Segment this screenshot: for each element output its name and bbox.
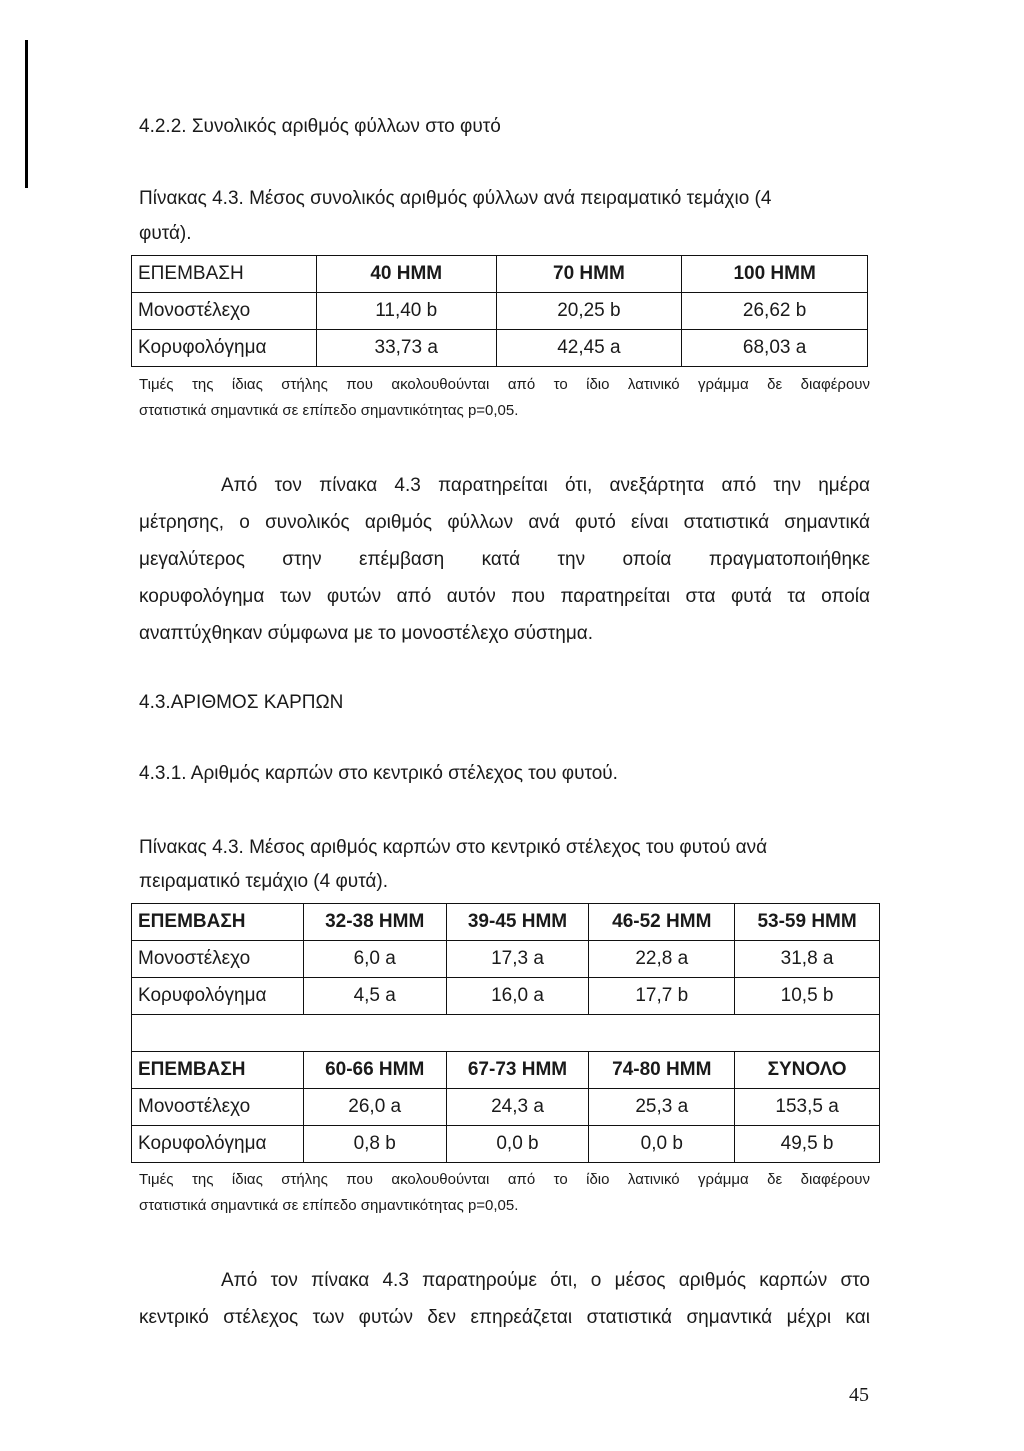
table1-caption [139, 187, 870, 211]
table-row [132, 293, 868, 330]
table-cell: 6,0 a [303, 941, 446, 978]
table-cell: 26,0 a [303, 1089, 446, 1126]
table-cell: 153,5 a [735, 1089, 880, 1126]
header-cell: 67-73 ΗΜΜ [446, 1052, 589, 1089]
spacer-cell [132, 1015, 880, 1052]
paragraph-line: αναπτύχθηκαν σύμφωνα με το μονοστέλεχο σύστημα. [139, 623, 594, 644]
paragraph-line: μέτρησης, ο συνολικός αριθμός φύλλων ανά φυτό είναι στατιστικά σημαντικά [139, 512, 870, 533]
table-cell: 17,7 b [589, 978, 735, 1015]
table-cell: 16,0 a [446, 978, 589, 1015]
table-row [132, 1126, 880, 1163]
row-label: Κορυφολόγημα [132, 330, 317, 367]
header-cell: ΣΥΝΟΛΟ [735, 1052, 880, 1089]
note-line: στατιστικά σημαντικά σε επίπεδο σημαντικότητας p=0,05. [139, 402, 519, 419]
header-cell: 39-45 ΗΜΜ [446, 904, 589, 941]
table-leaves [131, 255, 868, 367]
table-cell: 22,8 a [589, 941, 735, 978]
table-cell: 25,3 a [589, 1089, 735, 1126]
table1-caption-line1 [139, 187, 870, 211]
table-cell: 0,0 b [589, 1126, 735, 1163]
note-line: Τιμές της ίδιας στήλης που ακολουθούνται από το ίδιο λατινικό γράμμα δε διαφέρουν [139, 376, 870, 393]
header-cell: 32-38 ΗΜΜ [303, 904, 446, 941]
table2-caption-line1: Πίνακας 4.3. Μέσος αριθμός καρπών στο κεντρικό στέλεχος του φυτού ανά [139, 837, 768, 858]
note-line: Τιμές της ίδιας στήλης που ακολουθούνται από το ίδιο λατινικό γράμμα δε διαφέρουν [139, 1171, 870, 1188]
table-cell: 20,25 b [496, 293, 682, 330]
header-cell: ΕΠΕΜΒΑΣΗ [132, 1052, 304, 1089]
header-cell: 70 ΗΜΜ [496, 256, 682, 293]
paragraph-line: Από τον πίνακα 4.3 παρατηρείται ότι, ανεξάρτητα από την ημέρα [221, 475, 870, 496]
table-cell: 11,40 b [316, 293, 496, 330]
table-row [132, 978, 880, 1015]
table-header-row [132, 1052, 880, 1089]
table-header-row [132, 904, 880, 941]
row-label: Μονοστέλεχο [132, 1089, 304, 1126]
paragraph-line: μεγαλύτερος στην επέμβαση κατά την οποία πραγματοποιήθηκε [139, 549, 870, 570]
table1-caption-line2: φυτά). [139, 223, 192, 244]
table-cell: 4,5 a [303, 978, 446, 1015]
table-cell: 0,0 b [446, 1126, 589, 1163]
paragraph-line: κορυφολόγημα των φυτών από αυτόν που παρατηρείται στα φυτά τα οποία [139, 586, 870, 607]
table1-note [139, 372, 870, 424]
header-cell: 100 ΗΜΜ [682, 256, 868, 293]
table2-note [139, 1167, 870, 1219]
table2-caption-line2: πειραματικό τεμάχιο (4 φυτά). [139, 871, 389, 892]
table-cell: 26,62 b [682, 293, 868, 330]
section-heading-leaves: 4.2.2. Συνολικός αριθμός φύλλων στο φυτό [139, 116, 501, 137]
paragraph-line: κεντρικό στέλεχος των φυτών δεν επηρεάζεται στατιστικά σημαντικά μέχρι και [139, 1307, 870, 1328]
header-cell: ΕΠΕΜΒΑΣΗ [132, 256, 317, 293]
table-cell: 68,03 a [682, 330, 868, 367]
note-line: στατιστικά σημαντικά σε επίπεδο σημαντικότητας p=0,05. [139, 1197, 519, 1214]
row-label: Μονοστέλεχο [132, 293, 317, 330]
table-cell: 49,5 b [735, 1126, 880, 1163]
caption-text: Πίνακας 4.3. Μέσος συνολικός αριθμός φύλλων ανά πειραματικό τεμάχιο (4 [139, 188, 772, 209]
table-row [132, 941, 880, 978]
table-cell: 42,45 a [496, 330, 682, 367]
paragraph-leaves [139, 467, 870, 652]
header-cell: 40 ΗΜΜ [316, 256, 496, 293]
paragraph-line: Από τον πίνακα 4.3 παρατηρούμε ότι, ο μέσος αριθμός καρπών στο [221, 1270, 870, 1291]
table-fruits [131, 903, 880, 1163]
table-cell: 0,8 b [303, 1126, 446, 1163]
header-cell: 60-66 ΗΜΜ [303, 1052, 446, 1089]
table-cell: 17,3 a [446, 941, 589, 978]
table-spacer-row [132, 1015, 880, 1052]
header-cell: 53-59 ΗΜΜ [735, 904, 880, 941]
row-label: Κορυφολόγημα [132, 978, 304, 1015]
page-number: 45 [849, 1384, 869, 1406]
table-row [132, 1089, 880, 1126]
table-cell: 24,3 a [446, 1089, 589, 1126]
paragraph-fruits [139, 1262, 870, 1336]
subsection-heading-fruits: 4.3.1. Αριθμός καρπών στο κεντρικό στέλεχος του φυτού. [139, 763, 618, 784]
header-cell: ΕΠΕΜΒΑΣΗ [132, 904, 304, 941]
table-row [132, 330, 868, 367]
section-heading-fruits: 4.3.ΑΡΙΘΜΟΣ ΚΑΡΠΩΝ [139, 692, 344, 713]
table-cell: 10,5 b [735, 978, 880, 1015]
margin-line [25, 40, 28, 188]
table-cell: 33,73 a [316, 330, 496, 367]
table-cell: 31,8 a [735, 941, 880, 978]
header-cell: 46-52 ΗΜΜ [589, 904, 735, 941]
row-label: Κορυφολόγημα [132, 1126, 304, 1163]
header-cell: 74-80 ΗΜΜ [589, 1052, 735, 1089]
table-header-row [132, 256, 868, 293]
row-label: Μονοστέλεχο [132, 941, 304, 978]
